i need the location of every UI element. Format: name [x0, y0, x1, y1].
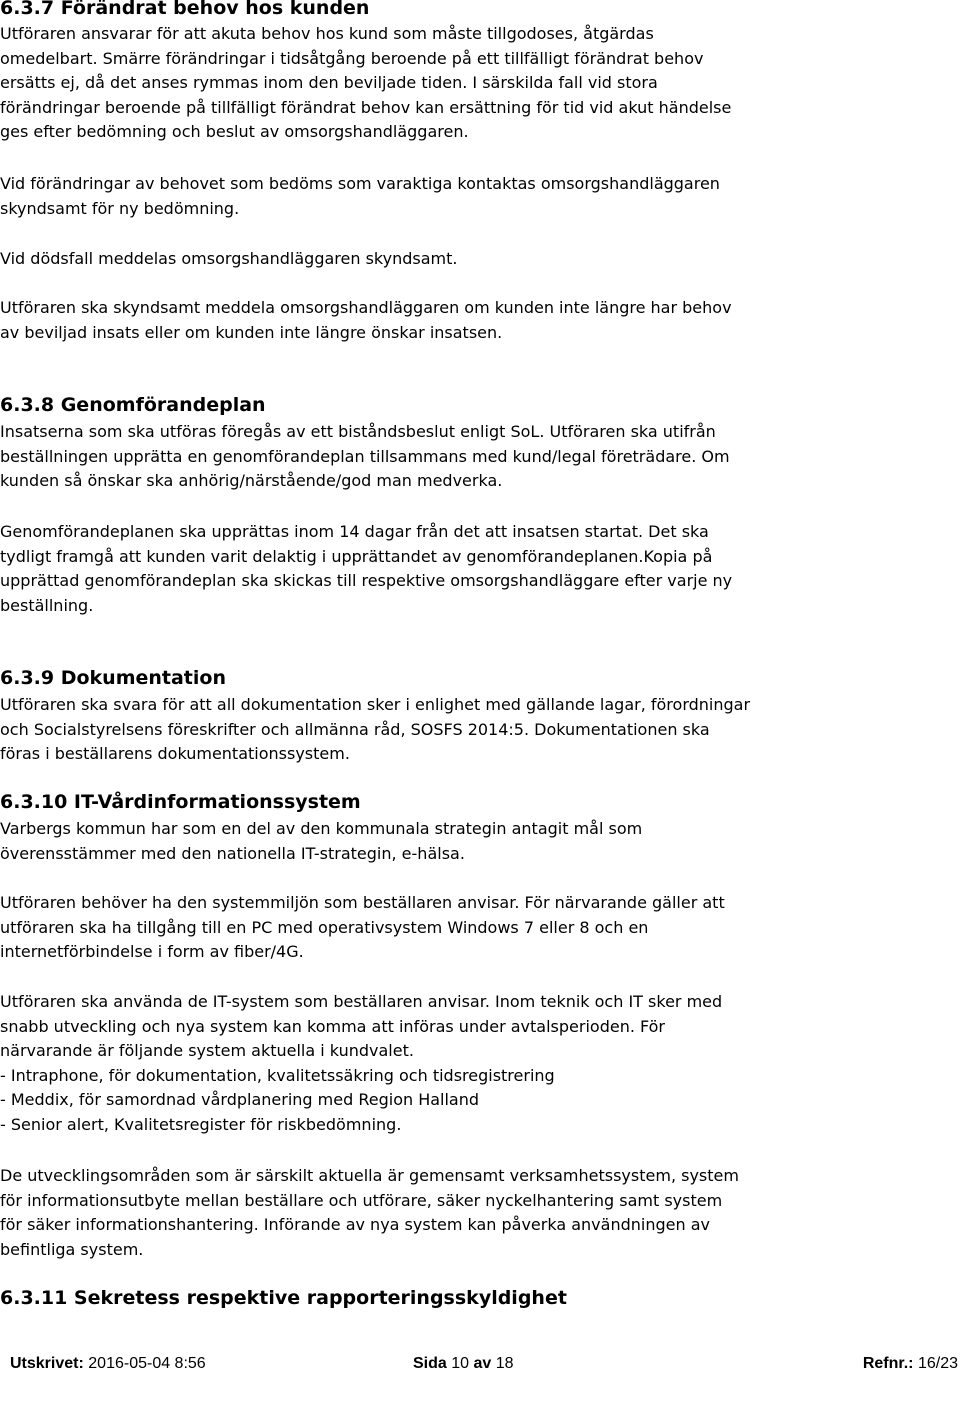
text-line: av beviljad insats eller om kunden inte längre önskar insatsen. — [0, 322, 503, 342]
footer-page-number — [413, 1352, 514, 1376]
text-line: kunden så önskar ska anhörig/närstående/god man medverka. — [0, 471, 503, 491]
text-line: Genomförandeplanen ska upprättas inom 14 dagar från det att insatsen startat. Det ska — [0, 522, 709, 541]
heading-6-3-9: 6.3.9 Dokumentation — [0, 667, 226, 689]
paragraph-6-3-7-4 — [0, 296, 960, 345]
text-line: omedelbart. Smärre förändringar i tidsåtgång beroende på ett tillfälligt förändrat behov — [0, 48, 704, 68]
footer-page-label: Sida — [413, 1355, 447, 1372]
text-line: Utföraren ska svara för att all dokumentation sker i enlighet med gällande lagar, förordningar — [0, 695, 751, 714]
text-line: Utföraren ska använda de IT-system som beställaren anvisar. Inom teknik och IT sker med — [0, 992, 723, 1011]
footer-page-total: 18 — [495, 1355, 514, 1372]
footer-printed-label: Utskrivet: — [10, 1355, 84, 1372]
text-line: snabb utveckling och nya system kan komma att införas under avtalsperioden. För — [0, 1016, 665, 1036]
heading-6-3-10: 6.3.10 IT-Vårdinformationssystem — [0, 791, 361, 813]
text-line: - Intraphone, för dokumentation, kvalitetssäkring och tidsregistrering — [0, 1065, 555, 1085]
paragraph-6-3-10-4 — [0, 1164, 960, 1262]
paragraph-6-3-7-3 — [0, 247, 960, 272]
text-line: beställning. — [0, 595, 94, 615]
text-line: för säker informationshantering. Införande av nya system kan påverka användningen av — [0, 1215, 710, 1235]
paragraph-6-3-10-1 — [0, 817, 960, 866]
paragraph-6-3-8-2 — [0, 520, 960, 618]
text-line: Utföraren behöver ha den systemmiljön som beställaren anvisar. För närvarande gäller att — [0, 893, 725, 912]
text-line: beställningen upprätta en genomförandeplan tillsammans med kund/legal företrädare. Om — [0, 446, 730, 466]
text-line: befintliga system. — [0, 1239, 144, 1259]
text-line: Vid förändringar av behovet som bedöms som varaktiga kontaktas omsorgshandläggaren — [0, 174, 720, 193]
text-line: skyndsamt för ny bedömning. — [0, 198, 240, 218]
text-line: utföraren ska ha tillgång till en PC med operativsystem Windows 7 eller 8 och en — [0, 917, 649, 937]
text-line: - Senior alert, Kvalitetsregister för riskbedömning. — [0, 1114, 402, 1134]
text-line: internetförbindelse i form av fiber/4G. — [0, 942, 304, 962]
text-line: - Meddix, för samordnad vårdplanering med Region Halland — [0, 1090, 480, 1110]
footer-printed — [10, 1352, 206, 1376]
text-line: föras i beställarens dokumentationssystem. — [0, 744, 350, 764]
text-line: Vid dödsfall meddelas omsorgshandläggaren skyndsamt. — [0, 249, 458, 268]
heading-6-3-7: 6.3.7 Förändrat behov hos kunden — [0, 0, 370, 19]
text-line: Insatserna som ska utföras föregås av ett biståndsbeslut enligt SoL. Utföraren ska utifrån — [0, 422, 716, 441]
text-line: för informationsutbyte mellan beställare och utförare, säker nyckelhantering samt system — [0, 1190, 723, 1210]
text-line: förändringar beroende på tillfälligt förändrat behov kan ersättning för tid vid akut händelse — [0, 97, 732, 117]
paragraph-6-3-10-2 — [0, 891, 960, 965]
text-line: överensstämmer med den nationella IT-strategin, e-hälsa. — [0, 843, 465, 863]
page-footer — [0, 1352, 960, 1376]
text-line: Varbergs kommun har som en del av den kommunala strategin antagit mål som — [0, 819, 643, 838]
text-line: De utvecklingsområden som är särskilt aktuella är gemensamt verksamhetssystem, system — [0, 1166, 739, 1185]
footer-ref-label: Refnr.: — [862, 1355, 914, 1372]
footer-ref-value: 16/23 — [917, 1355, 958, 1372]
text-line: Utföraren ska skyndsamt meddela omsorgshandläggaren om kunden inte längre har behov — [0, 298, 732, 317]
text-line: upprättad genomförandeplan ska skickas till respektive omsorgshandläggare efter varje ny — [0, 571, 733, 591]
text-line: Utföraren ansvarar för att akuta behov hos kund som måste tillgodoses, åtgärdas — [0, 24, 654, 43]
text-line: närvarande är följande system aktuella i kundvalet. — [0, 1041, 414, 1061]
footer-printed-value: 2016-05-04 8:56 — [88, 1355, 206, 1372]
text-line: tydligt framgå att kunden varit delaktig i upprättandet av genomförandeplanen.Kopia på — [0, 546, 713, 566]
heading-6-3-11: 6.3.11 Sekretess respektive rapporteringsskyldighet — [0, 1287, 567, 1309]
paragraph-6-3-7-1 — [0, 22, 960, 145]
paragraph-6-3-9-1 — [0, 693, 960, 767]
paragraph-6-3-7-2 — [0, 172, 960, 221]
footer-page-current: 10 — [451, 1355, 470, 1372]
heading-6-3-8: 6.3.8 Genomförandeplan — [0, 394, 266, 416]
paragraph-6-3-8-1 — [0, 420, 960, 494]
text-line: och Socialstyrelsens föreskrifter och allmänna råd, SOSFS 2014:5. Dokumentationen ska — [0, 719, 710, 739]
footer-ref — [863, 1352, 958, 1376]
footer-page-of: av — [473, 1355, 492, 1372]
text-line: ges efter bedömning och beslut av omsorgshandläggaren. — [0, 122, 469, 142]
paragraph-6-3-10-3 — [0, 990, 960, 1138]
text-line: ersätts ej, då det anses rymmas inom den beviljade tiden. I särskilda fall vid stora — [0, 73, 658, 93]
